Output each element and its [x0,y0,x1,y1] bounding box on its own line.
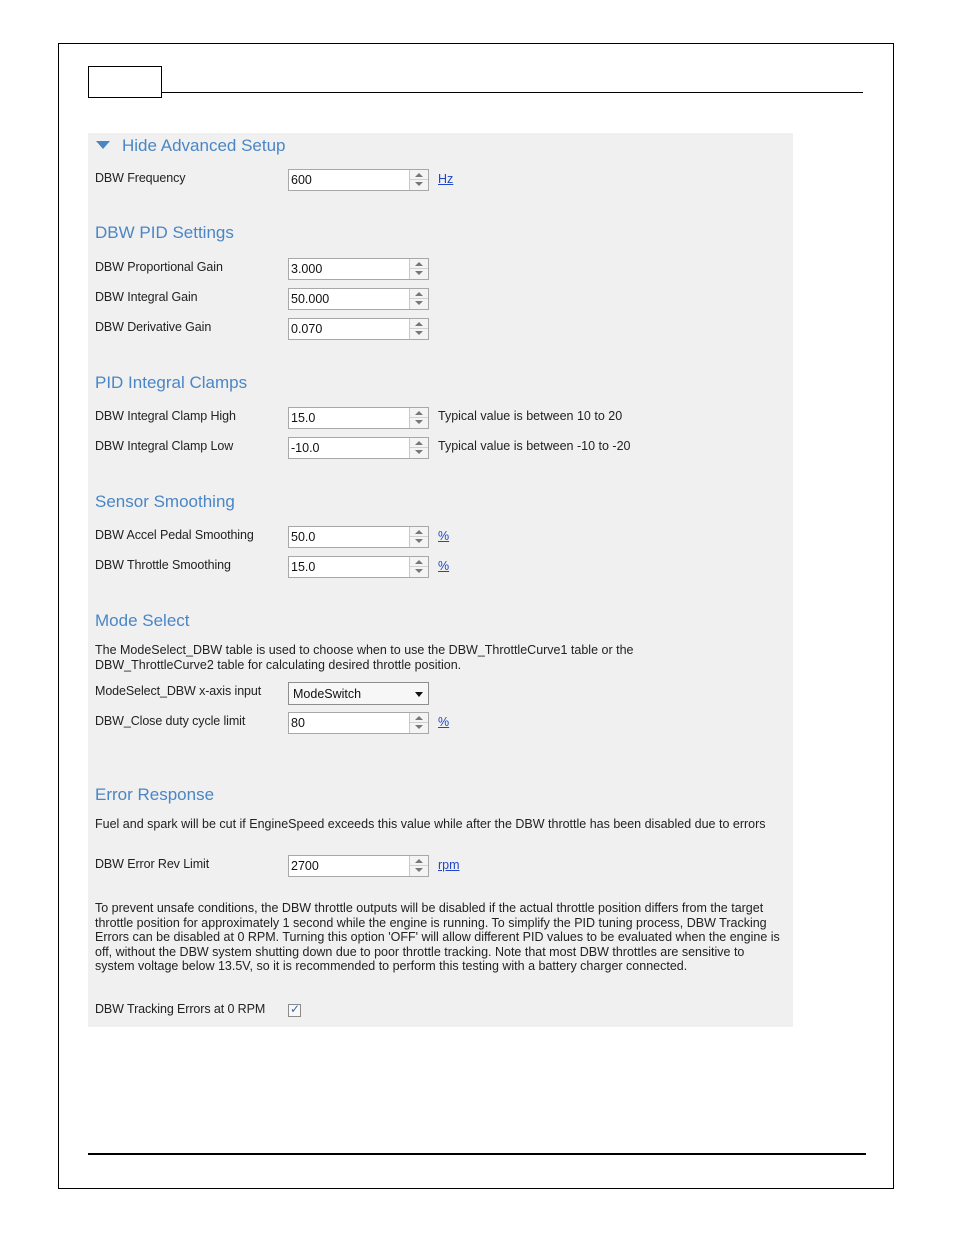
spin-down-button[interactable] [410,866,428,876]
derivative-gain-label: DBW Derivative Gain [95,320,212,334]
spin-up-button[interactable] [410,319,428,329]
clamp-low-label: DBW Integral Clamp Low [95,439,234,453]
spin-down-button[interactable] [410,418,428,428]
derivative-gain-spinbox[interactable] [288,318,429,340]
collapse-triangle-icon [96,141,110,149]
spin-arrows [409,527,428,547]
throttle-smoothing-unit-link[interactable]: % [438,559,450,573]
clamp-low-hint: Typical value is between -10 to -20 [438,439,631,453]
proportional-gain-label: DBW Proportional Gain [95,260,223,274]
spin-up-button[interactable] [410,438,428,448]
spin-up-button[interactable] [410,259,428,269]
frequency-unit-link[interactable]: Hz [438,172,454,186]
spin-up-button[interactable] [410,713,428,723]
tracking-errors-label: DBW Tracking Errors at 0 RPM [95,1002,266,1016]
spin-up-button[interactable] [410,170,428,180]
footer-rule [88,1153,866,1155]
spin-arrows [409,856,428,876]
throttle-smoothing-spinbox[interactable] [288,556,429,578]
throttle-smoothing-label: DBW Throttle Smoothing [95,558,231,572]
spin-up-button[interactable] [410,289,428,299]
error-rev-limit-input[interactable] [289,856,411,876]
spin-arrows [409,438,428,458]
spin-down-button[interactable] [410,269,428,279]
dbw-frequency-label: DBW Frequency [95,171,186,185]
spin-down-button[interactable] [410,329,428,339]
close-duty-unit-link[interactable]: % [438,715,450,729]
spin-up-button[interactable] [410,557,428,567]
proportional-gain-input[interactable] [289,259,411,279]
dbw-frequency-spinbox[interactable] [288,169,429,191]
rev-limit-unit-link[interactable]: rpm [438,858,460,872]
clamp-high-input[interactable] [289,408,411,428]
spin-arrows [409,259,428,279]
dropdown-caret-icon [415,692,423,697]
error-rev-limit-spinbox[interactable] [288,855,429,877]
close-duty-limit-label: DBW_Close duty cycle limit [95,714,246,728]
spin-down-button[interactable] [410,537,428,547]
hide-advanced-setup-toggle[interactable] [96,136,286,156]
dbw-frequency-input[interactable] [289,170,411,190]
toggle-label: Hide Advanced Setup [122,136,286,155]
spin-down-button[interactable] [410,180,428,190]
checkmark-icon: ✓ [290,1002,301,1016]
clamp-high-label: DBW Integral Clamp High [95,409,236,423]
error-rev-limit-label: DBW Error Rev Limit [95,857,210,871]
accel-pedal-smoothing-label: DBW Accel Pedal Smoothing [95,528,254,542]
proportional-gain-spinbox[interactable] [288,258,429,280]
x-axis-input-dropdown[interactable] [288,682,429,705]
spin-down-button[interactable] [410,299,428,309]
header-page-box [88,66,162,98]
clamp-high-spinbox[interactable] [288,407,429,429]
mode-select-heading: Mode Select [95,611,190,630]
derivative-gain-input[interactable] [289,319,411,339]
close-duty-limit-input[interactable] [289,713,411,733]
spin-arrows [409,713,428,733]
integral-gain-label: DBW Integral Gain [95,290,198,304]
header-rule [162,92,863,93]
clamp-low-input[interactable] [289,438,411,458]
x-axis-input-label: ModeSelect_DBW x-axis input [95,684,262,698]
tracking-errors-checkbox[interactable] [288,1004,301,1017]
spin-down-button[interactable] [410,723,428,733]
spin-up-button[interactable] [410,527,428,537]
spin-up-button[interactable] [410,408,428,418]
mode-select-description: The ModeSelect_DBW table is used to choose when to use the DBW_ThrottleCurve1 table or the DBW_ThrottleCurve2 table for calculating desired throttle position. [95,643,634,672]
spin-arrows [409,408,428,428]
close-duty-limit-spinbox[interactable] [288,712,429,734]
spin-down-button[interactable] [410,567,428,577]
spin-arrows [409,289,428,309]
throttle-smoothing-input[interactable] [289,557,411,577]
clamp-low-spinbox[interactable] [288,437,429,459]
spin-up-button[interactable] [410,856,428,866]
spin-arrows [409,557,428,577]
accel-pedal-smoothing-spinbox[interactable] [288,526,429,548]
sensor-smoothing-heading: Sensor Smoothing [95,492,235,511]
clamp-high-hint: Typical value is between 10 to 20 [438,409,623,423]
accel-pedal-unit-link[interactable]: % [438,529,450,543]
spin-arrows [409,319,428,339]
x-axis-selected-value: ModeSwitch [293,687,362,701]
integral-clamps-heading: PID Integral Clamps [95,373,248,392]
error-response-heading: Error Response [95,785,215,804]
integral-gain-spinbox[interactable] [288,288,429,310]
spin-down-button[interactable] [410,448,428,458]
spin-arrows [409,170,428,190]
pid-settings-heading: DBW PID Settings [95,223,234,242]
tracking-errors-note: To prevent unsafe conditions, the DBW throttle outputs will be disabled if the actual throttle position differs from the target throttle position for approximately 1 second while the engine is running. To simplify the PID tuning process, DBW Tracking Errors can be disabled at 0 RPM. Turning this option 'OFF' will allow different PID values to be evaluated when the engine is off, without the DBW system shutting down due to poor throttle tracking. Note that most DBW throttles are sensitive to system voltage below 13.5V, so it is recommended to perform this testing with a battery charger connected. [95,901,780,974]
integral-gain-input[interactable] [289,289,411,309]
error-response-description: Fuel and spark will be cut if EngineSpeed exceeds this value while after the DBW throttle has been disabled due to errors [95,817,766,831]
accel-pedal-smoothing-input[interactable] [289,527,411,547]
advanced-setup-panel [88,133,793,1027]
